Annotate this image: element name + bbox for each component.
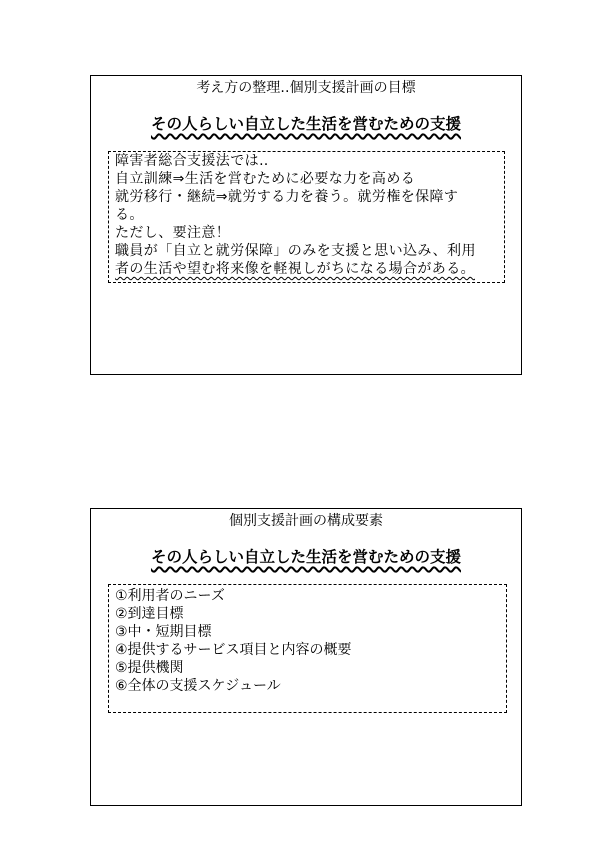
list-item: ④提供するサービス項目と内容の概要 xyxy=(115,642,352,658)
list-item: ⑥全体の支援スケジュール xyxy=(115,678,281,694)
list-item: ③中・短期目標 xyxy=(115,624,212,640)
text-line: ただし、要注意！ xyxy=(115,225,231,241)
text-line: 職員が「自立と就労保障」のみを支援と思い込み、利用 xyxy=(115,243,476,259)
slide-goals xyxy=(90,75,522,375)
components-box xyxy=(108,584,507,713)
subtitle-text: その人らしい自立した生活を営むための支援 xyxy=(150,115,461,133)
text-line: 自立訓練⇒生活を営むために必要な力を高める xyxy=(115,171,416,187)
text-line: 就労移行・継続⇒就労する力を養う。就労権を保障す xyxy=(115,189,459,205)
list-item: ⑤提供機関 xyxy=(115,660,184,676)
list-item: ①利用者のニーズ xyxy=(115,588,225,604)
text-line: 障害者総合支援法では‥ xyxy=(115,153,269,169)
subtitle-text: その人らしい自立した生活を営むための支援 xyxy=(150,548,461,566)
notes-box xyxy=(108,151,505,283)
slide-title: 考え方の整理‥個別支援計画の目標 xyxy=(196,80,416,96)
slide-title: 個別支援計画の構成要素 xyxy=(229,513,383,529)
list-item: ②到達目標 xyxy=(115,606,184,622)
slide-subtitle xyxy=(91,547,521,567)
slide-subtitle xyxy=(91,114,521,134)
emphasized-text-line: 者の生活や望む将来像を軽視しがちになる場合がある。 xyxy=(115,261,475,277)
slide-components xyxy=(90,508,522,806)
text-line: る。 xyxy=(115,207,144,223)
